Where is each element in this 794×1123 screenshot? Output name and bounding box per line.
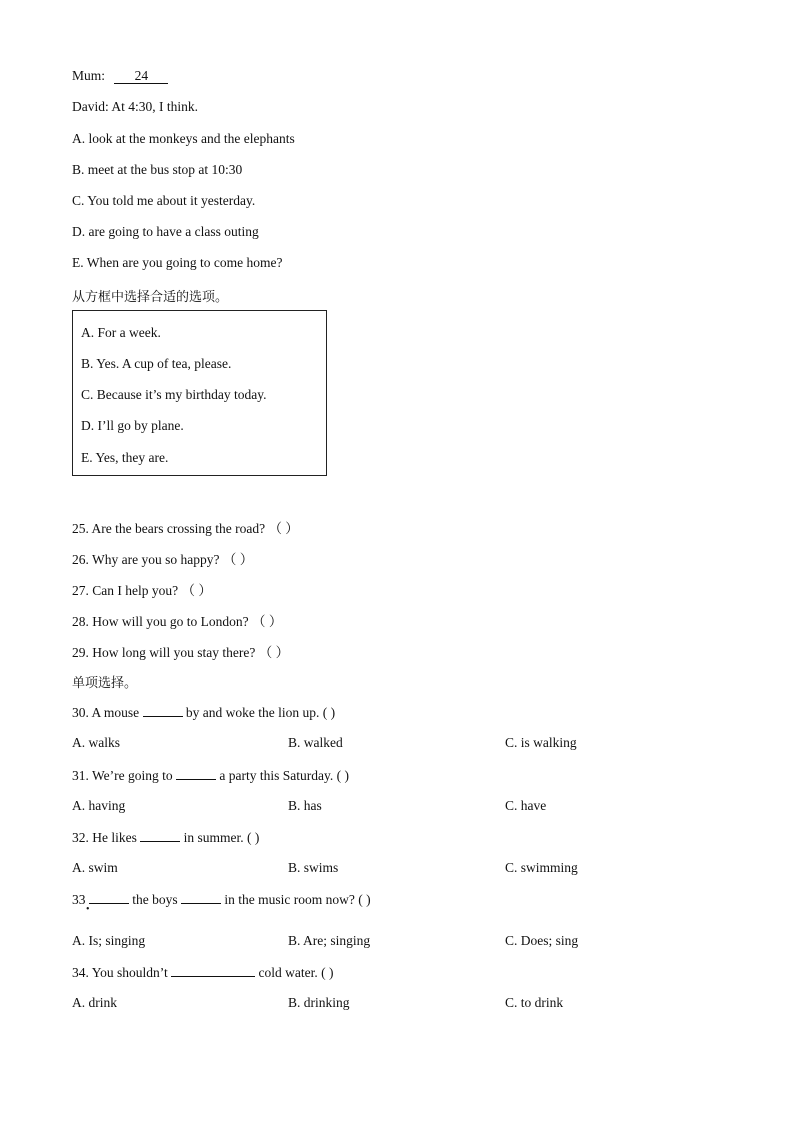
answer-paren: （ ）: [252, 614, 283, 629]
section-instruction-choice: 单项选择。: [72, 676, 138, 691]
question-text-end: in summer. ( ): [180, 830, 260, 845]
q32-option-b: B. swims: [288, 860, 339, 875]
section-instruction-match: 从方框中选择合适的选项。: [72, 290, 229, 305]
q33-option-a: A. Is; singing: [72, 933, 146, 948]
answer-paren: （ ）: [181, 583, 212, 598]
question-text: 28. How will you go to London?: [72, 614, 249, 629]
question-27: [72, 579, 212, 599]
question-28: [72, 610, 282, 630]
q31-option-c: C. have: [505, 798, 547, 813]
q32-option-c: C. swimming: [505, 860, 578, 875]
dialogue-option-a: A. look at the monkeys and the elephants: [72, 131, 295, 146]
q33-option-c: C. Does; sing: [505, 933, 579, 948]
question-text: 29. How long will you stay there?: [72, 645, 256, 660]
mum-label: Mum:: [72, 68, 106, 83]
question-31: [72, 767, 349, 784]
answer-blank: [176, 767, 216, 780]
question-text-end: a party this Saturday. ( ): [216, 768, 349, 783]
q34-option-b: B. drinking: [288, 995, 350, 1010]
question-text-end: cold water. ( ): [255, 965, 334, 980]
dialogue-option-d: D. are going to have a class outing: [72, 224, 259, 239]
stray-dot: •: [86, 904, 90, 915]
question-34: [72, 964, 334, 981]
options-box: [72, 310, 327, 476]
q30-option-a: A. walks: [72, 735, 120, 750]
q32-option-a: A. swim: [72, 860, 118, 875]
answer-blank: [143, 704, 183, 717]
box-option-d: D. I’ll go by plane.: [81, 418, 184, 433]
q30-option-b: B. walked: [288, 735, 343, 750]
question-text-middle: the boys: [128, 892, 181, 907]
dialogue-option-e: E. When are you going to come home?: [72, 255, 283, 270]
dialogue-option-b: B. meet at the bus stop at 10:30: [72, 162, 243, 177]
answer-paren: （ ）: [222, 552, 254, 567]
question-text: 26. Why are you so happy?: [72, 552, 220, 567]
answer-paren: （ ）: [268, 521, 299, 536]
question-25: [72, 517, 299, 537]
answer-blank-24: 24: [114, 69, 168, 84]
dialogue-option-c: C. You told me about it yesterday.: [72, 193, 256, 208]
question-text: 25. Are the bears crossing the road?: [72, 521, 266, 536]
david-line: David: At 4:30, I think.: [72, 99, 198, 114]
question-30: [72, 704, 335, 721]
box-option-a: A. For a week.: [81, 325, 161, 340]
question-text: 32. He likes: [72, 830, 141, 845]
q33-option-b: B. Are; singing: [288, 933, 371, 948]
answer-paren: （ ）: [258, 645, 290, 660]
q30-option-c: C. is walking: [505, 735, 577, 750]
answer-blank-2: [181, 891, 221, 904]
question-text: 34. You shouldn’t: [72, 965, 172, 980]
question-text: 31. We’re going to: [72, 768, 177, 783]
question-text-end: in the music room now? ( ): [221, 892, 371, 907]
answer-blank-1: [89, 891, 129, 904]
q34-option-a: A. drink: [72, 995, 117, 1010]
question-29: [72, 641, 289, 661]
question-32: [72, 829, 259, 846]
q34-option-c: C. to drink: [505, 995, 564, 1010]
question-33: [72, 891, 371, 908]
answer-blank: [140, 829, 180, 842]
answer-blank: [171, 964, 255, 977]
box-option-e: E. Yes, they are.: [81, 450, 169, 465]
question-text: 27. Can I help you?: [72, 583, 179, 598]
question-text: 30. A mouse: [72, 705, 143, 720]
q31-option-b: B. has: [288, 798, 322, 813]
question-text: 33: [72, 892, 89, 907]
question-26: [72, 548, 253, 568]
box-option-c: C. Because it’s my birthday today.: [81, 387, 267, 402]
q31-option-a: A. having: [72, 798, 126, 813]
mum-line: [72, 68, 168, 84]
question-text-end: by and woke the lion up. ( ): [182, 705, 336, 720]
box-option-b: B. Yes. A cup of tea, please.: [81, 356, 232, 371]
